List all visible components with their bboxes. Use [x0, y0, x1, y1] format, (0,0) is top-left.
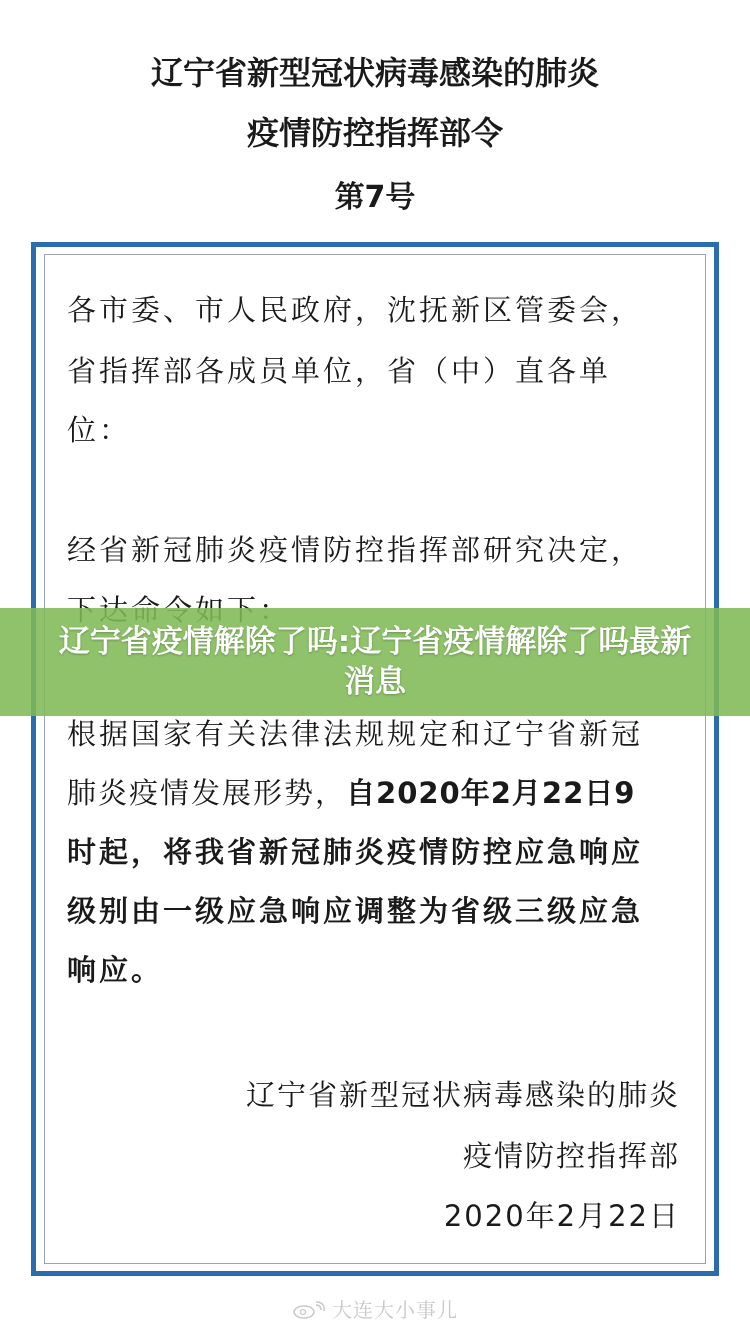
- body-line-10: 响应。: [67, 953, 164, 987]
- watermark: [0, 1294, 750, 1323]
- signature-org-line-1: 辽宁省新型冠状病毒感染的肺炎: [245, 1078, 680, 1112]
- body-line-2: 省指挥部各成员单位，省（中）直各单: [67, 354, 612, 388]
- signature-org-line-2: 疫情防控指挥部: [462, 1139, 680, 1173]
- body-line-6: 根据国家有关法律法规规定和辽宁省新冠: [67, 717, 644, 751]
- headline-banner-text: 辽宁省疫情解除了吗:辽宁省疫情解除了吗最新消息: [58, 624, 692, 700]
- document-title-line-1: 辽宁省新型冠状病毒感染的肺炎: [150, 54, 599, 92]
- body-line-7-bold: 自2020年2月22日9: [346, 776, 636, 810]
- body-line-9: 级别由一级应急响应调整为省级三级应急: [67, 894, 644, 928]
- order-number: 第7号: [334, 180, 416, 215]
- body-line-4: 经省新冠肺炎疫情防控指挥部研究决定，: [67, 533, 644, 567]
- weibo-icon: [292, 1301, 326, 1319]
- document-title-line-2: 疫情防控指挥部令: [246, 114, 503, 152]
- headline-banner: [0, 608, 750, 716]
- body-line-8: 时起，将我省新冠肺炎疫情防控应急响应: [67, 835, 644, 869]
- body-line-1: 各市委、市人民政府，沈抚新区管委会，: [67, 293, 644, 327]
- body-line-7-regular: 肺炎疫情发展形势，: [67, 776, 347, 810]
- body-line-7: [67, 771, 635, 812]
- body-line-3: 位：: [67, 413, 132, 447]
- signature-date: 2020年2月22日: [443, 1199, 680, 1233]
- watermark-text: 大连大小事儿: [332, 1298, 458, 1322]
